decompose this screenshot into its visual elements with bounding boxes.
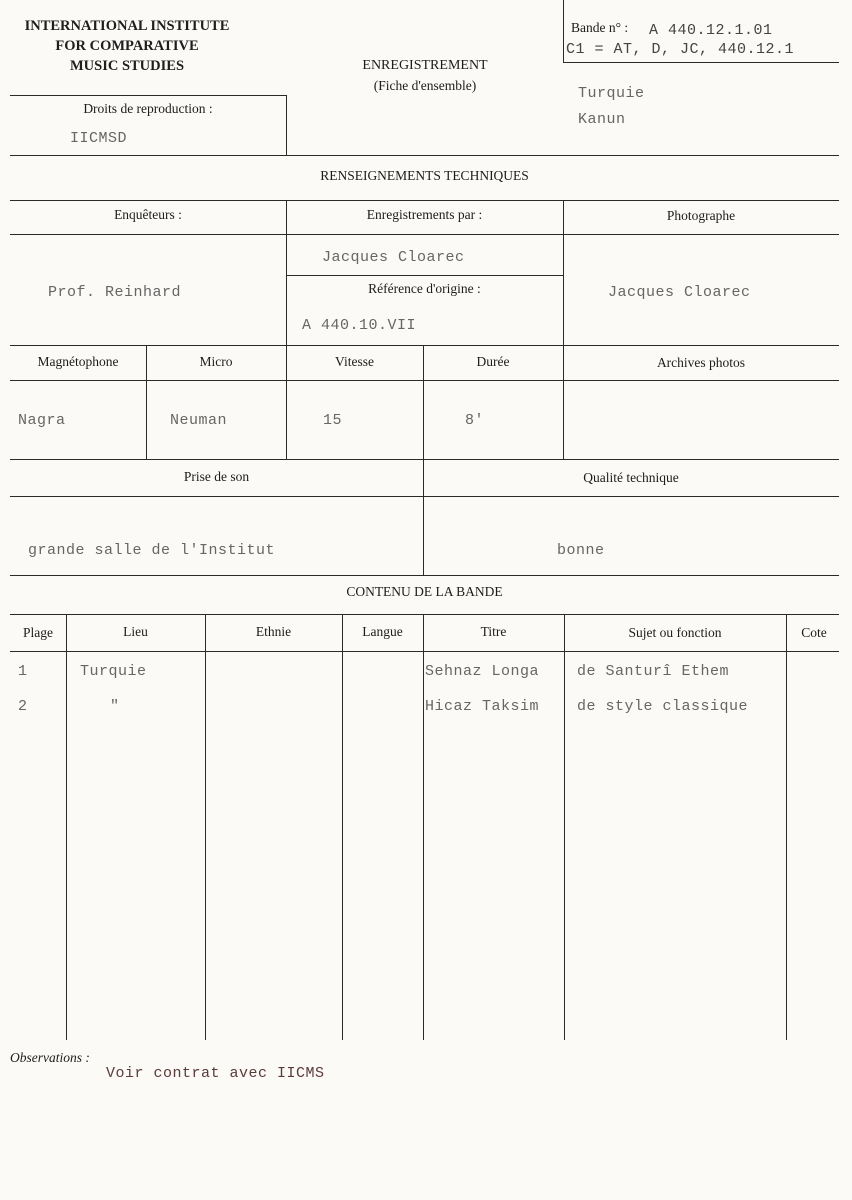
country-value: Turquie [578,85,645,102]
institute-name [8,16,246,76]
vitesse-value: 15 [323,412,343,429]
duree-value: 8' [465,412,485,429]
header-lieu: Lieu [123,624,148,639]
institute-line-2: FOR COMPARATIVE [55,38,199,54]
qualite-value: bonne [557,542,605,559]
table-row-2-plage: 2 [18,698,28,715]
observations-value: Voir contrat avec IICMS [106,1065,325,1082]
micro-value: Neuman [170,412,228,429]
duree-label: Durée [476,354,510,369]
reference-value: A 440.10.VII [302,317,417,334]
droits-label: Droits de reproduction : [83,101,213,116]
c1-value: C1 = AT, D, JC, 440.12.1 [566,41,795,58]
prise-label: Prise de son [183,469,250,484]
header-cote: Cote [801,625,827,640]
droits-value: IICMSD [70,130,128,147]
table-row-2-sujet: de style classique [577,698,749,715]
form-title: ENREGISTREMENT [362,58,488,73]
table-row-1-plage: 1 [18,663,28,680]
tech-section-title: RENSEIGNEMENTS TECHNIQUES [320,168,529,183]
table-row-1-titre: Sehnaz Longa [425,663,540,680]
enqueteurs-value: Prof. Reinhard [48,284,182,301]
vitesse-label: Vitesse [335,354,374,369]
photographe-value: Jacques Cloarec [608,284,751,301]
form-subtitle: (Fiche d'ensemble) [373,78,477,93]
header-sujet: Sujet ou fonction [628,625,722,640]
bande-label: Bande n° : [571,20,629,35]
reference-label: Référence d'origine : [368,281,481,296]
enregistrements-value: Jacques Cloarec [322,249,465,266]
header-langue: Langue [362,624,403,639]
prise-value: grande salle de l'Institut [28,542,276,559]
qualite-label: Qualité technique [583,470,679,485]
institute-line-1: INTERNATIONAL INSTITUTE [24,18,230,34]
table-row-1-lieu: Turquie [80,663,147,680]
magnetophone-label: Magnétophone [37,354,119,369]
instrument-value: Kanun [578,111,626,128]
institute-line-3: MUSIC STUDIES [69,58,185,74]
header-ethnie: Ethnie [255,624,292,639]
header-titre: Titre [480,624,507,639]
magnetophone-value: Nagra [18,412,66,429]
archives-label: Archives photos [656,355,746,370]
contenu-section-title: CONTENU DE LA BANDE [346,584,503,599]
header-plage: Plage [23,625,53,640]
bande-value: A 440.12.1.01 [649,22,773,39]
table-row-1-sujet: de Santurî Ethem [577,663,730,680]
enregistrements-label: Enregistrements par : [366,207,483,222]
observations-label: Observations : [10,1050,90,1065]
enqueteurs-label: Enquêteurs : [114,207,182,222]
table-row-2-lieu: " [110,698,120,715]
table-row-2-titre: Hicaz Taksim [425,698,540,715]
photographe-label: Photographe [666,208,736,223]
micro-label: Micro [199,354,233,369]
